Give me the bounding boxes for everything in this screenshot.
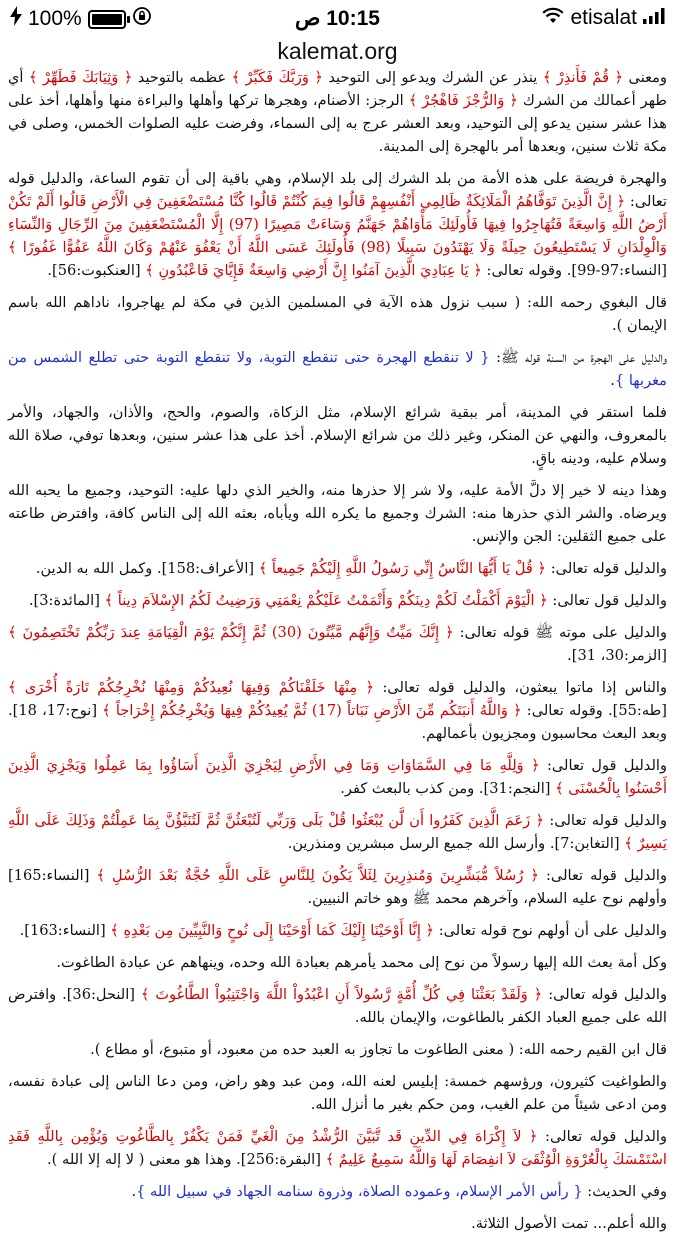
paragraph bbox=[8, 557, 667, 580]
paragraph-text: وهذا دينه لا خير إلا دلَّ الأمة عليه، ولا شر إلا حذرها منه، والخير الذي دلها عليه: التوحيد، وجميع ما يحبه الله ويرضاه. والشر الذي حذرها منه: الشرك وجميع ما يكره الله ويأباه، بعثه الله إلى الناس كافة، وافترض طاعته على جميع الثقلين: الجن والإنس. bbox=[8, 482, 667, 545]
paragraph-text: الرجز: الأصنام، وهجرها تركها وأهلها والبراءة منها وأهلها، أخذ على هذا عشر سنين يدعو إلى التوحيد، وبعد العشر عرج به إلى السماء، وفرضت عليه الصلوات الخمس، وصلى في مكة ثلاث سنين، وبعدها أمر بالهجرة إلى المدينة. bbox=[8, 92, 667, 155]
paragraph-text: والهجرة فريضة على هذه الأمة من بلد الشرك إلى بلد الإسلام، وهي باقية إلى أن تقوم الساعة، والدليل قوله تعالى: bbox=[8, 170, 667, 210]
signal-icon bbox=[643, 6, 665, 30]
paragraph-text: [النساء:163]. bbox=[19, 922, 111, 939]
paragraph-text: والدليل قوله تعالى: bbox=[538, 867, 668, 884]
quran-verse: ﴿ زَعَمَ الَّذِينَ كَفَرُوا أَن لَّن يُبْعَثُوا قُلْ بَلَى وَرَبِّي لَتُبْعَثُنَّ ثُمَّ لَتُنَبَّؤُنَّ بِمَا عَمِلْتُمْ وَذَلِكَ عَلَى اللَّهِ يَسِيرٌ ﴾ bbox=[8, 812, 667, 852]
paragraph-text: [المائدة:3]. bbox=[28, 592, 105, 609]
quran-verse: ﴿ قُمْ فَأَنذِرْ ﴾ bbox=[542, 69, 624, 86]
paragraph-text: [طه:55]. وقوله تعالى: bbox=[521, 702, 667, 719]
paragraph bbox=[8, 479, 667, 548]
quran-verse: ﴿ وَثِيَابَكَ فَطَهِّرْ ﴾ bbox=[28, 69, 133, 86]
paragraph-text: والطواغيت كثيرون، ورؤسهم خمسة: إبليس لعنه الله، ومن عبد وهو راض، ومن دعا الناس إلى عبادة نفسه، ومن ادعى شيئاً من علم الغيب، ومن حكم بغير ما أنزل الله. bbox=[8, 1073, 667, 1113]
paragraph-text: والدليل قول تعالى: bbox=[539, 757, 667, 774]
status-right bbox=[542, 6, 665, 30]
paragraph-text: وكل أمة بعث الله إليها رسولاً من نوح إلى محمد يأمرهم بعبادة الله وحده، وينهاهم عن عبادة الطاغوت. bbox=[56, 954, 667, 971]
quran-verse: ﴿ مِنْهَا خَلَقْنَاكُمْ وَفِيهَا نُعِيدُكُمْ وَمِنْهَا نُخْرِجُكُمْ تَارَةً أُخْرَى ﴾ bbox=[8, 679, 375, 696]
quran-verse: ﴿ رُسُلاً مُّبَشِّرِينَ وَمُنذِرِينَ لِئَلاَّ يَكُونَ لِلنَّاسِ عَلَى اللَّهِ حُجَّةٌ بَعْدَ الرُّسُلِ ﴾ bbox=[96, 867, 539, 884]
article-body bbox=[8, 66, 668, 1232]
paragraph-text: والناس إذا ماتوا يبعثون، والدليل قوله تعالى: bbox=[374, 679, 667, 696]
paragraph bbox=[8, 167, 667, 282]
paragraph-text: [النجم:31]. ومن كذب بالبعث كفر. bbox=[340, 780, 556, 797]
paragraph bbox=[8, 1212, 667, 1235]
paragraph bbox=[8, 1038, 667, 1061]
paragraph bbox=[8, 66, 667, 158]
quran-verse: ﴿ الْيَوْمَ أَكْمَلْتُ لَكُمْ دِينَكُمْ وَأَتْمَمْتُ عَلَيْكُمْ نِعْمَتِي وَرَضِيتُ لَكُمُ الإِسْلاَمَ دِيناً ﴾ bbox=[104, 592, 548, 609]
quran-verse: ﴿ يَا عِبَادِيَ الَّذِينَ آمَنُوا إِنَّ أَرْضِي وَاسِعَةٌ فَإِيَّايَ فَاعْبُدُونِ ﴾ bbox=[145, 262, 482, 279]
quran-verse: ﴿ وَلَقَدْ بَعَثْنَا فِي كُلِّ أُمَّةٍ رَّسُولاً أَنِ اعْبُدُواْ اللَّهَ وَاجْتَنِبُواْ الطَّاغُوتَ ﴾ bbox=[140, 986, 543, 1003]
paragraph-text: [الزمر:30، 31]. bbox=[567, 647, 667, 664]
paragraph-text: والدليل قوله تعالى: bbox=[542, 986, 667, 1003]
paragraph-text: والله أعلم... تمت الأصول الثلاثة. bbox=[471, 1215, 667, 1232]
status-bar bbox=[0, 0, 675, 36]
quran-verse: ﴿ لاَ إِكْرَاهَ فِي الدِّينِ قَد تَّبَيَّنَ الرُّشْدُ مِنَ الْغَيِّ فَمَنْ يَكْفُرْ بِالطَّاغُوتِ وَيُؤْمِن بِاللَّهِ فَقَدِ اسْتَمْسَكَ بِالْعُرْوَةِ الْوُثْقَىَ لاَ انفِصَامَ لَهَا وَاللَّهُ سَمِيعٌ عَلِيمٌ ﴾ bbox=[8, 1128, 667, 1168]
hadith-text: { رأس الأمر الإسلام، وعموده الصلاة، وذروة سنامه الجهاد في سبيل الله } bbox=[136, 1183, 583, 1200]
paragraph bbox=[8, 1070, 667, 1116]
paragraph-text: قال البغوي رحمه الله: ( سبب نزول هذه الآية في المسلمين الذين في مكة لم يهاجروا، ناداهم الله باسم الإيمان ). bbox=[8, 294, 667, 334]
url-bar[interactable]: kalemat.org bbox=[277, 38, 398, 64]
paragraph-text: [نوح:17، 18]. وبعد البعث محاسبون ومجزيون بأعمالهم. bbox=[8, 702, 667, 742]
paragraph-text: . bbox=[131, 1183, 137, 1200]
paragraph-text: والدليل على موته ﷺ قوله تعالى: bbox=[453, 624, 668, 641]
paragraph bbox=[8, 809, 667, 855]
paragraph-text: [التغابن:7]. وأرسل الله جميع الرسل مبشرين ومنذرين. bbox=[287, 835, 625, 852]
paragraph bbox=[8, 864, 667, 910]
status-time: 10:15 ص bbox=[295, 7, 380, 30]
paragraph bbox=[8, 589, 667, 612]
paragraph-text: [البقرة:256]. وهذا هو معنى ( لا إله إلا الله ). bbox=[47, 1151, 326, 1168]
paragraph bbox=[8, 621, 667, 667]
paragraph-text: أي طهر أعمالك من الشرك bbox=[8, 69, 668, 109]
paragraph-text: [النساء:97-99]. وقوله تعالى: bbox=[481, 262, 667, 279]
paragraph bbox=[8, 1180, 667, 1203]
paragraph-text: ومعنى bbox=[623, 69, 668, 86]
quran-verse: ﴿ قُلْ يَا أَيُّهَا النَّاسُ إِنِّي رَسُولُ اللَّهِ إِلَيْكُمْ جَمِيعاً ﴾ bbox=[258, 560, 547, 577]
paragraph-text: والدليل قوله تعالى: bbox=[546, 560, 667, 577]
battery-percent: 100% bbox=[28, 7, 82, 30]
paragraph bbox=[8, 401, 667, 470]
quran-verse: ﴿ وَلِلَّهِ مَا فِي السَّمَاوَاتِ وَمَا فِي الأَرْضِ لِيَجْزِيَ الَّذِينَ أَسَاؤُوا بِمَا عَمِلُوا وَيَجْزِيَ الَّذِينَ أَحْسَنُوا بِالْحُسْنَى ﴾ bbox=[8, 757, 667, 797]
paragraph-text: [الأعراف:158]. وكمل الله به الدين. bbox=[35, 560, 259, 577]
paragraph-text: والدليل قوله تعالى: bbox=[537, 1128, 667, 1145]
paragraph bbox=[8, 676, 667, 745]
paragraph-text: والدليل قول تعالى: bbox=[547, 592, 667, 609]
paragraph bbox=[8, 919, 667, 942]
paragraph-text: والدليل قوله تعالى: bbox=[544, 812, 668, 829]
paragraph bbox=[8, 346, 667, 392]
paragraph-text: ينذر عن الشرك ويدعو إلى التوحيد bbox=[322, 69, 543, 86]
paragraph bbox=[8, 951, 667, 974]
carrier-name: etisalat bbox=[570, 6, 637, 29]
paragraph-text: وفي الحديث: bbox=[582, 1183, 667, 1200]
wifi-icon bbox=[542, 6, 564, 30]
quran-verse: ﴿ وَرَبَّكَ فَكَبِّرْ ﴾ bbox=[231, 69, 323, 86]
paragraph bbox=[8, 754, 667, 800]
paragraph-text: [النساء:165] وأولهم نوح عليه السلام، وآخرهم محمد ﷺ وهو خاتم النبيين. bbox=[8, 867, 667, 907]
hadith-text: { لا تنقطع الهجرة حتى تنقطع التوبة، ولا تنقطع التوبة حتى تطلع الشمس من مغربها } bbox=[8, 349, 667, 389]
quran-verse: ﴿ إِنَّا أَوْحَيْنَا إِلَيْكَ كَمَا أَوْحَيْنَا إِلَى نُوحٍ وَالنَّبِيِّينَ مِن بَعْدِهِ ﴾ bbox=[110, 922, 435, 939]
paragraph-text: عظمه بالتوحيد bbox=[132, 69, 232, 86]
paragraph-text: والدليل على الهجرة من السنة قوله ﷺ: bbox=[489, 349, 667, 366]
paragraph-text: [العنكبوت:56]. bbox=[47, 262, 146, 279]
quran-verse: ﴿ وَاللَّهُ أَنبَتَكُم مِّنَ الأَرْضِ نَبَاتاً (17) ثُمَّ يُعِيدُكُمْ فِيهَا وَيُخْرِجُكُمْ إِخْرَاجاً ﴾ bbox=[102, 702, 522, 719]
paragraph-text: [النحل:36]. وافترض الله على جميع العباد الكفر بالطاغوت، والإيمان بالله. bbox=[8, 986, 667, 1026]
paragraph-text: . bbox=[610, 372, 615, 389]
paragraph bbox=[8, 1125, 667, 1171]
quran-verse: ﴿ وَالرُّجْزَ فَاهْجُرْ ﴾ bbox=[408, 92, 518, 109]
paragraph-text: فلما استقر في المدينة، أمر ببقية شرائع الإسلام، مثل الزكاة، والصوم، والحج، والأذان، والجهاد، والأمر بالمعروف، والنهي عن المنكر، وغير ذلك من شرائع الإسلام. أخذ على هذا عشر سنين، وبعدها توفي، صلاة الله وسلام عليه، ودينه باقٍ. bbox=[8, 404, 667, 467]
quran-verse: ﴿ إِنَّكَ مَيِّتٌ وَإِنَّهُم مَّيِّتُونَ (30) ثُمَّ إِنَّكُمْ يَوْمَ الْقِيَامَةِ عِندَ رَبِّكُمْ تَخْتَصِمُونَ ﴾ bbox=[8, 624, 454, 641]
paragraph-text: والدليل على أن أولهم نوح قوله تعالى: bbox=[434, 922, 667, 939]
quran-verse: ﴿ إِنَّ الَّذِينَ تَوَفَّاهُمُ الْمَلَائِكَةُ ظَالِمِي أَنْفُسِهِمْ قَالُوا فِيمَ كُنْتُمْ قَالُوا كُنَّا مُسْتَضْعَفِينَ فِي الْأَرْضِ قَالُوا أَلَمْ تَكُنْ أَرْضُ اللَّهِ وَاسِعَةً فَتُهَاجِرُوا فِيهَا فَأُولَئِكَ مَأْوَاهُمْ جَهَنَّمُ وَسَاءَتْ مَصِيرًا (97) إِلَّا الْمُسْتَضْعَفِينَ مِنَ الرِّجَالِ وَالنِّسَاءِ وَالْوِلْدَانِ لَا يَسْتَطِيعُونَ حِيلَةً وَلَا يَهْتَدُونَ سَبِيلًا (98) فَأُولَئِكَ عَسَى اللَّهُ أَنْ يَعْفُوَ عَنْهُمْ وَكَانَ اللَّهُ عَفُوًّا غَفُورًا ﴾ bbox=[8, 193, 667, 256]
paragraph bbox=[8, 291, 667, 337]
paragraph-text: قال ابن القيم رحمه الله: ( معنى الطاغوت ما تجاوز به العبد حده من معبود، أو متبوع، أو مطاع ). bbox=[90, 1041, 667, 1058]
paragraph bbox=[8, 983, 667, 1029]
